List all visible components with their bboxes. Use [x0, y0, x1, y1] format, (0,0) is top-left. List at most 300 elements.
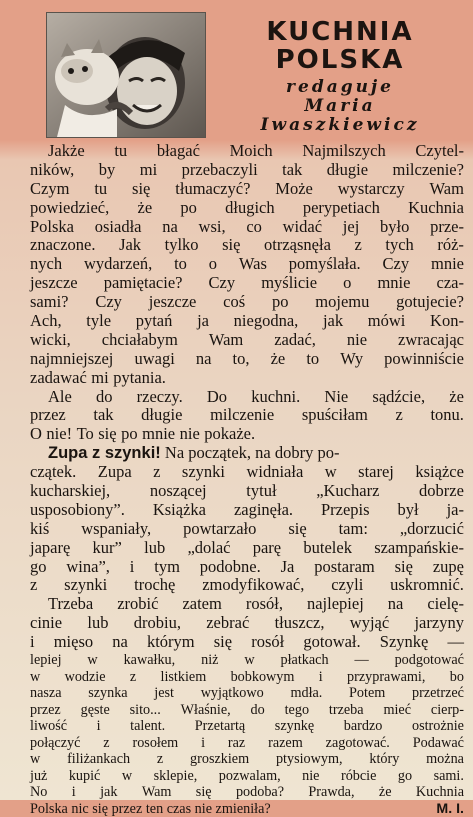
word: i	[30, 632, 35, 652]
word: płatkach	[280, 652, 329, 669]
word: pozwalam,	[218, 767, 281, 784]
word: w	[30, 751, 41, 768]
word: japarę	[30, 537, 71, 557]
word: w	[87, 652, 98, 669]
word: szynkę	[274, 718, 315, 735]
text-line	[30, 595, 464, 614]
word: trzeba	[328, 701, 364, 718]
text-line	[30, 520, 464, 539]
word: ptysiowym,	[275, 751, 343, 768]
word: na	[112, 632, 128, 652]
word: podoba?	[235, 784, 285, 801]
word: powiedzieć,	[30, 197, 110, 217]
word: był	[397, 499, 419, 519]
word: Do	[206, 386, 228, 406]
word: go	[397, 767, 413, 784]
word: zebrać	[206, 613, 250, 633]
word: prze-	[430, 216, 464, 236]
word: lepiej	[30, 652, 62, 669]
word: zrobić	[117, 594, 159, 614]
word: i	[71, 784, 76, 801]
word: —	[354, 652, 369, 669]
word: Przetartą	[194, 718, 246, 735]
word: pytania.	[113, 367, 166, 387]
column-title-line-1: KUCHNIA	[266, 17, 414, 47]
word: nasza	[30, 685, 62, 702]
word: który	[369, 751, 400, 768]
word: Przepis	[320, 499, 370, 519]
word: się	[132, 178, 151, 198]
word: już	[30, 767, 48, 784]
word: z	[103, 734, 110, 751]
text-line	[30, 180, 464, 199]
closing-sentence: Polska nic się przez ten czas nie zmieniła?	[30, 800, 271, 817]
word: pamiętacie?	[103, 273, 183, 293]
text-line	[30, 539, 464, 558]
word: O	[30, 424, 42, 444]
word: przyprawami,	[347, 668, 426, 685]
word: starej	[358, 462, 394, 482]
paragraph-method	[30, 595, 464, 652]
word: długie	[141, 405, 183, 425]
word: jest	[154, 685, 174, 702]
word: postaram	[314, 556, 375, 576]
word: Najmilszych	[302, 141, 386, 160]
word: czątek.	[30, 462, 77, 482]
word: połączyć	[30, 734, 81, 751]
paragraph-recipe-heading	[30, 444, 464, 463]
word: Ale	[48, 386, 72, 406]
word: otrząsnęła	[264, 235, 331, 255]
word: gotował.	[303, 632, 361, 652]
word: z	[153, 462, 161, 482]
byline-edited-by: redaguje	[286, 77, 394, 97]
word: nie!	[46, 424, 73, 444]
word: że	[270, 348, 286, 368]
word: Nie	[324, 386, 349, 406]
text-line	[30, 576, 464, 595]
word: kuchni.	[251, 386, 301, 406]
word: kawałku,	[123, 652, 176, 669]
word: i	[129, 556, 135, 576]
paragraph-recipe-story	[30, 463, 464, 595]
word: Potem	[349, 685, 386, 702]
text-line	[30, 669, 464, 686]
word: bo	[449, 668, 464, 685]
word: lub	[87, 613, 109, 633]
text-line	[30, 784, 464, 801]
word: tu	[114, 141, 128, 160]
word: po	[271, 292, 289, 312]
word: tym	[154, 556, 180, 576]
recipe-heading: Zupa z szynki!	[48, 444, 161, 463]
word: nie	[179, 424, 200, 444]
text-line	[30, 751, 464, 768]
word: tych	[385, 235, 414, 255]
word: zupę	[432, 556, 464, 576]
word: kur”	[92, 537, 122, 557]
text-line	[30, 331, 464, 350]
word: Kon-	[430, 311, 464, 331]
word: na	[162, 216, 178, 236]
word: Może	[275, 178, 313, 198]
word: czyli	[331, 575, 364, 595]
word: wodzie	[64, 668, 106, 685]
text-line	[30, 685, 464, 702]
word: tylko	[164, 235, 199, 255]
text-line	[30, 614, 464, 633]
word: „dorzucić	[399, 518, 464, 538]
word: tonu.	[430, 405, 464, 425]
word: długich	[225, 197, 275, 217]
word: liwość	[30, 718, 68, 735]
word: najlepiej	[306, 594, 364, 614]
word: najmniejszej	[30, 348, 114, 368]
column-title-line-2: POLSKA	[275, 45, 405, 75]
word: to	[306, 348, 320, 368]
word: z	[395, 405, 403, 425]
text-line-rest: Na początek, na dobry po-	[164, 443, 340, 463]
paragraph-to-the-point	[30, 388, 464, 445]
word: jeszcze	[30, 273, 78, 293]
paragraph-method-small	[30, 652, 464, 801]
word: szampańskie-	[374, 537, 464, 557]
word: jak	[100, 784, 118, 801]
word: perypetiach	[302, 197, 380, 217]
word: trochę	[134, 575, 176, 595]
word: razem	[268, 734, 303, 751]
word: z	[129, 668, 137, 685]
text-line	[30, 735, 464, 752]
word: wyjątkowo	[200, 685, 264, 702]
word: sami?	[30, 292, 69, 312]
word: bardzo	[343, 718, 383, 735]
word: raz	[227, 734, 246, 751]
text-line	[30, 718, 464, 735]
word: listkiem	[160, 668, 207, 685]
author-photo	[46, 12, 206, 138]
word: wina”,	[66, 556, 110, 576]
word: mojemu	[315, 292, 370, 312]
word: o	[343, 273, 352, 293]
word: Prawda,	[308, 784, 355, 801]
text-line	[30, 501, 464, 520]
word: do	[250, 701, 265, 718]
word: że	[449, 386, 464, 406]
word: jak	[322, 311, 344, 331]
word: do	[95, 386, 113, 406]
word: tu	[94, 178, 108, 198]
word: No	[30, 784, 48, 801]
word: książce	[415, 462, 464, 482]
word: ników,	[30, 159, 75, 179]
column-masthead	[215, 10, 465, 134]
word: tego	[284, 701, 310, 718]
word: Książka	[152, 499, 206, 519]
word: z	[156, 751, 164, 768]
word: ja	[197, 311, 209, 331]
article-body	[30, 141, 464, 817]
word: mówi	[367, 311, 406, 331]
word: kupić	[68, 767, 101, 784]
word: rosół,	[245, 594, 283, 614]
word: róż-	[437, 235, 464, 255]
word: zadać,	[274, 329, 316, 349]
word: Wam	[141, 784, 172, 801]
word: zadawać	[30, 367, 87, 387]
word: powinniście	[384, 348, 464, 368]
word: zwracając	[398, 329, 464, 349]
word: w	[30, 668, 41, 685]
word: sami.	[433, 767, 464, 784]
word: tam:	[338, 518, 368, 538]
word: Jak	[119, 235, 142, 255]
word: jej	[342, 216, 360, 236]
word: talent.	[130, 718, 166, 735]
text-line	[30, 161, 464, 180]
text-line	[30, 633, 464, 652]
word: wystarczy	[337, 178, 405, 198]
word: to	[174, 254, 187, 274]
text-line	[30, 142, 464, 161]
word: gotujecie?	[396, 292, 464, 312]
word: nie	[346, 329, 368, 349]
word: przez	[30, 405, 66, 425]
word: tyle	[86, 311, 112, 331]
word: rosołem	[132, 734, 179, 751]
word: mnie	[142, 424, 176, 444]
word: się	[98, 424, 117, 444]
word: niegodna,	[233, 311, 299, 331]
word: cinie	[30, 613, 63, 633]
word: Ja	[280, 556, 295, 576]
word: Wam	[429, 178, 464, 198]
word: po	[121, 424, 138, 444]
word: przebaczyli	[181, 159, 258, 179]
word: Czy	[382, 254, 410, 274]
word: cierp-	[430, 701, 464, 718]
word: nie	[302, 767, 320, 784]
word: szynki	[181, 462, 225, 482]
byline-first-name: Maria	[304, 96, 376, 116]
word: tak	[282, 159, 303, 179]
word: że	[137, 197, 153, 217]
word: niż	[201, 652, 219, 669]
text-line	[30, 293, 464, 312]
word: To	[76, 424, 94, 444]
word: Wam	[208, 329, 244, 349]
text-line	[30, 388, 464, 407]
word: Szynkę	[379, 632, 429, 652]
word: tłumaczyć?	[175, 178, 251, 198]
author-signature: M. I.	[436, 800, 464, 817]
word: Czy	[95, 292, 122, 312]
word: rzeczy.	[136, 386, 183, 406]
word: Trzeba	[48, 594, 94, 614]
word: pomyślała.	[288, 254, 361, 274]
word: spuściłam	[301, 405, 368, 425]
word: rosół	[251, 632, 285, 652]
word: można	[426, 751, 464, 768]
word: się	[222, 235, 241, 255]
text-line	[30, 801, 464, 817]
word: na	[195, 348, 212, 368]
word: w	[244, 652, 255, 669]
word: kucharskiej,	[30, 481, 111, 501]
text-line	[30, 255, 464, 274]
word: myślicie	[261, 273, 318, 293]
word: szynki	[64, 575, 108, 595]
word: przez	[30, 701, 61, 718]
word: szynka	[88, 685, 128, 702]
word: —	[447, 632, 464, 652]
word: błagać	[156, 141, 200, 160]
word: wicki,	[30, 329, 71, 349]
word: coś	[223, 292, 246, 312]
word: by	[98, 159, 116, 179]
text-line	[30, 312, 464, 331]
word: bobkowym	[230, 668, 295, 685]
word: przetrzeć	[412, 685, 464, 702]
word: jeszcze	[148, 292, 197, 312]
word: Was	[238, 254, 267, 274]
word: dobrze	[419, 481, 464, 501]
text-line	[30, 199, 464, 218]
word: było	[380, 216, 410, 236]
word: wspaniały,	[81, 518, 152, 538]
word: ostrożnie	[411, 718, 464, 735]
word: i	[201, 734, 206, 751]
word: podgotować	[394, 652, 464, 669]
word: mi	[139, 159, 158, 179]
text-line	[30, 463, 464, 482]
word: milczenie	[210, 405, 275, 425]
word: Kuchnia	[415, 784, 464, 801]
word: zaginęła.	[233, 499, 294, 519]
text-line	[30, 482, 464, 501]
text-line	[30, 768, 464, 785]
word: kiś	[30, 518, 50, 538]
word: lub	[144, 537, 166, 557]
word: noszącej	[149, 481, 207, 501]
word: sklepie,	[153, 767, 198, 784]
text-line	[30, 652, 464, 669]
word: się	[195, 784, 212, 801]
word: Czytel-	[415, 141, 464, 160]
text-line	[30, 236, 464, 255]
word: tak	[93, 405, 114, 425]
word: sądźcie,	[372, 386, 426, 406]
word: cza-	[436, 273, 464, 293]
word: drobiu,	[133, 613, 181, 633]
word: się	[213, 632, 233, 652]
word: o	[208, 254, 218, 274]
word: milczenie?	[392, 159, 464, 179]
word: chciałabym	[101, 329, 178, 349]
text-line	[30, 702, 464, 719]
word: z	[354, 235, 362, 255]
word: zmodyfikować,	[202, 575, 305, 595]
word: tłuszcz,	[274, 613, 325, 633]
word: uskromnić.	[390, 575, 464, 595]
text-line	[30, 406, 464, 425]
word: osiadła	[94, 216, 142, 236]
paragraph-intro	[30, 142, 464, 388]
text-line	[30, 444, 464, 463]
word: pytań	[135, 311, 173, 331]
word: usposobiony”.	[30, 499, 125, 519]
word: Jakże	[48, 141, 85, 160]
word: Czy	[208, 273, 236, 293]
word: wyjąć	[349, 613, 390, 633]
word: podobne.	[199, 556, 261, 576]
word: widniała	[246, 462, 304, 482]
word: „Kucharz	[316, 481, 380, 501]
text-line	[30, 218, 464, 237]
word: na	[387, 594, 404, 614]
word: mieć	[383, 701, 412, 718]
word: Właśnie,	[180, 701, 231, 718]
text-line	[30, 369, 464, 388]
photo-illustration	[47, 13, 205, 137]
word: że	[378, 784, 392, 801]
word: pokaże.	[204, 424, 256, 444]
word: Czym	[30, 178, 70, 198]
word: sito...	[129, 701, 161, 718]
word: w	[121, 767, 133, 784]
word: Zupa	[97, 462, 132, 482]
word: uwagi	[134, 348, 175, 368]
word: tytuł	[246, 481, 277, 501]
word: mi	[91, 367, 109, 387]
word: nych	[30, 254, 63, 274]
word: Moich	[229, 141, 273, 160]
word: Kuchnia	[408, 197, 464, 217]
word: wsi,	[198, 216, 226, 236]
word: Wy	[340, 348, 364, 368]
word: wydarzeń,	[83, 254, 153, 274]
word: zagotować.	[325, 734, 390, 751]
word: widać	[282, 216, 323, 236]
byline-last-name: Iwaszkiewicz	[260, 115, 420, 135]
word: jarzyny	[414, 613, 464, 633]
word: z	[30, 575, 38, 595]
word: groszkiem	[190, 751, 250, 768]
word: którym	[146, 632, 195, 652]
text-line	[30, 558, 464, 577]
word: zatem	[182, 594, 222, 614]
word: to,	[232, 348, 250, 368]
word: mdła.	[290, 685, 323, 702]
word: i	[96, 718, 101, 735]
word: Polska	[30, 216, 75, 236]
word: długie	[326, 159, 369, 179]
word: w	[324, 462, 337, 482]
word: znaczone.	[30, 235, 96, 255]
closing-line	[30, 801, 464, 817]
word: parę	[252, 537, 282, 557]
word: butelek	[303, 537, 352, 557]
text-line	[30, 350, 464, 369]
word: mnie	[377, 273, 411, 293]
word: co	[246, 216, 262, 236]
word: się	[394, 556, 413, 576]
word: róbcie	[340, 767, 377, 784]
text-line	[30, 274, 464, 293]
word: mięso	[53, 632, 94, 652]
word: mnie	[431, 254, 464, 274]
word: powtarzało	[183, 518, 257, 538]
